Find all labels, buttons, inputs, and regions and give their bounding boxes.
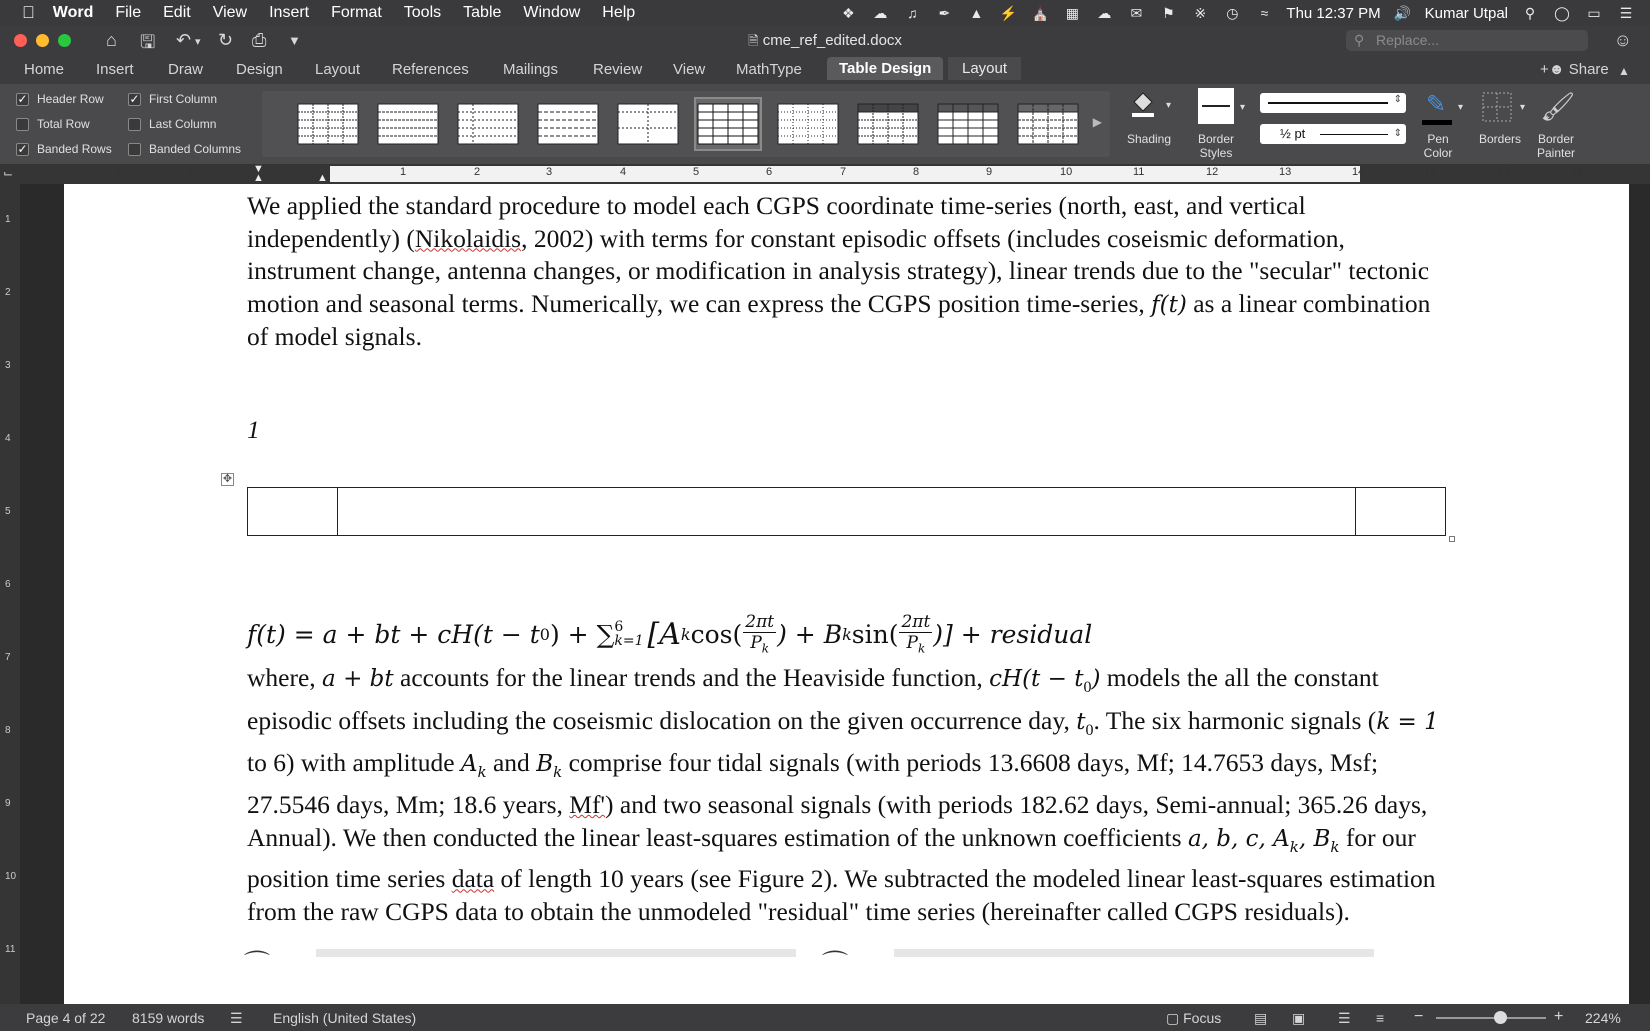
eq-fraction-2 (899, 612, 932, 655)
pen-color-label: Pen Color (1423, 132, 1453, 160)
border-painter-label: Border Painter (1536, 132, 1576, 160)
line-style-dropdown[interactable] (1260, 93, 1406, 113)
para1-text-a: We applied the standard procedure to model each CGPS coordinate time-series (north, east, and vertical independently) ( (247, 191, 1306, 253)
eq-frac-den-sub: k (761, 641, 770, 656)
cloud-upload-icon[interactable]: ☁ (1097, 4, 1112, 21)
ruler-number: 13 (1279, 166, 1292, 178)
bluetooth-icon[interactable]: ※ (1194, 4, 1207, 21)
equation-number-marker: 1 (247, 415, 260, 444)
volume-icon[interactable]: 🔊 (1393, 4, 1412, 21)
math-coefficients: a, b, c, A (1187, 825, 1290, 852)
ruler-number: 5 (693, 166, 700, 178)
math-k-eq-1: k = 1 (1376, 708, 1439, 735)
redo-icon[interactable]: ↻ (218, 30, 234, 50)
smiley-feedback-icon[interactable]: ☺ (1613, 30, 1632, 50)
math-t0: t (1076, 708, 1086, 735)
menubar-clock[interactable]: Thu 12:37 PM (1286, 4, 1381, 22)
eq-fraction-1 (743, 612, 776, 655)
eq-sin: sin( (851, 619, 899, 649)
ribbon-table-design (0, 84, 1650, 164)
ruler-number: 14 (1352, 166, 1365, 178)
eq-sub-k: k (680, 624, 691, 644)
para1-text-c: as a linear combination of model signals. (247, 288, 1431, 352)
eq-frac2-num: 2πt (901, 612, 931, 633)
focus-label: Focus (1183, 1010, 1222, 1026)
zoom-in-button[interactable]: + (1554, 1008, 1564, 1025)
eq-cos: cos( (690, 619, 743, 649)
tab-design[interactable]: Design (236, 61, 283, 78)
eq-sub-k2: k (842, 624, 852, 644)
figure-top-partial (244, 944, 1444, 1004)
undo-dropdown-icon[interactable]: ▾ (195, 36, 201, 48)
table-style-10[interactable] (1016, 99, 1080, 149)
total-row-label: Total Row (37, 117, 90, 131)
page-count[interactable]: Page 4 of 22 (26, 1010, 106, 1026)
p2-i: for our position time series (247, 822, 1416, 894)
ruler-number: 6 (766, 166, 773, 178)
tab-references[interactable]: References (392, 61, 469, 78)
menu-format[interactable]: Format (318, 4, 370, 21)
ruler-number: 9 (986, 166, 993, 178)
ruler-number: 16 (1424, 166, 1437, 178)
p2-c: models the all the constant episodic offsets including the coseismic dislocation on the given occurrence day, (247, 663, 1379, 735)
figure-panel-right (894, 949, 1374, 957)
zoom-slider-thumb[interactable] (1494, 1011, 1507, 1024)
doc-icon: 🗎 (748, 33, 759, 48)
menubar-user[interactable]: Kumar Utpal (1424, 4, 1508, 22)
ruler-number: 10 (1060, 166, 1073, 178)
pen-tool-icon[interactable]: ✒ (938, 4, 951, 21)
ruler-number: 1 (188, 166, 195, 178)
p2-h: ) and two seasonal signals (with periods 182.62 days, Semi-annual; 365.26 days, Annual). We then conducted the linear least-squares estimation of the unknown coefficients (247, 790, 1428, 852)
stepper-icon: ⇕ (1393, 128, 1402, 139)
pen-color-dropdown-icon: ▾ (1458, 102, 1464, 113)
airplay-icon[interactable]: ▭ (1587, 4, 1601, 21)
pen-color-button[interactable] (1412, 90, 1468, 162)
table-cell-1[interactable] (248, 488, 338, 535)
eq-sub-zero: 0 (539, 624, 550, 644)
math-cH: cH(t − t (989, 666, 1084, 692)
ruler-number: 12 (1206, 166, 1219, 178)
vruler-number: 5 (5, 506, 11, 517)
check-icon: ✓ (17, 141, 28, 156)
vruler-number: 10 (5, 871, 17, 882)
math-Bk-sub: k (553, 763, 563, 782)
tab-mathtype[interactable]: MathType (736, 61, 802, 78)
term-mf-prime: Mf' (569, 790, 606, 820)
ruler-number: 17 (1498, 166, 1511, 178)
paintbrush-icon: 🖌 (1540, 91, 1576, 122)
ruler-number: 4 (620, 166, 627, 178)
hanging-indent-marker[interactable]: ▲ (253, 172, 264, 184)
table-style-8[interactable] (856, 99, 920, 149)
math-t0-sub: 0 (1085, 721, 1094, 739)
line-style-sample (1268, 102, 1388, 104)
borders-grid-icon (1480, 90, 1514, 124)
windows-grid-icon[interactable]: ▦ (1065, 4, 1080, 21)
ruler-number: 1 (400, 166, 407, 178)
focus-mode-button[interactable] (1166, 1010, 1221, 1027)
unchecked-box (128, 118, 141, 131)
last-column-label: Last Column (149, 117, 217, 131)
vruler-number: 9 (5, 798, 11, 809)
math-coefficients-b: , B (1298, 825, 1331, 852)
draft-view-icon[interactable]: ≡ (1376, 1010, 1385, 1026)
table-style-1[interactable] (296, 99, 360, 149)
borders-label: Borders (1478, 132, 1522, 146)
table-style-7[interactable] (776, 99, 840, 149)
p2-j: of length 10 years (see Figure 2). We subtracted the modeled linear least-squares estimation from the raw CGPS data to obtain the unmodeled "residual" time series (hereinafter called CGPS residuals). (247, 864, 1436, 926)
time-machine-icon[interactable]: ◷ (1226, 4, 1239, 21)
gallery-more-arrow-icon[interactable]: ▶ (1092, 115, 1102, 129)
menu-view[interactable]: View (199, 4, 235, 21)
math-Ak: A (460, 751, 478, 778)
cloud-drive-icon[interactable]: ☁ (873, 4, 888, 21)
figure-panel-left (316, 949, 796, 957)
eq-frac-den: P (750, 633, 762, 654)
p2-g: comprise four tidal signals (with periods 13.6608 days, Mf; 14.7653 days, Msf; 27.5546 days, Mm; 18.6 years, (247, 748, 1379, 820)
control-center-icon[interactable]: ☰ (1619, 4, 1633, 21)
borders-dropdown-icon: ▾ (1520, 102, 1526, 113)
table-style-3[interactable] (456, 99, 520, 149)
borders-button[interactable] (1472, 90, 1528, 162)
web-layout-view-icon[interactable]: ▣ (1292, 1010, 1306, 1026)
stepper-icon: ⇕ (1393, 94, 1402, 105)
figure-glyph-right: ⌒ (822, 949, 849, 979)
search-placeholder: Replace... (1376, 32, 1440, 48)
left-indent-marker[interactable]: ▼ (253, 163, 264, 175)
zoom-slider[interactable] (1436, 1017, 1546, 1019)
menu-edit[interactable]: Edit (150, 4, 178, 21)
tab-table-layout[interactable]: Layout (948, 57, 1021, 80)
tab-table-design[interactable]: Table Design (827, 57, 943, 80)
zoom-level[interactable]: 224% (1585, 1010, 1621, 1026)
tab-selector-icon[interactable]: ⌙ (3, 166, 14, 180)
menu-window[interactable]: Window (510, 4, 568, 21)
ruler-number: 11 (1133, 166, 1145, 178)
table-resize-handle[interactable] (1449, 536, 1455, 542)
headphones-icon[interactable]: ♫ (907, 5, 918, 21)
menu-tools[interactable]: Tools (391, 4, 429, 21)
word-count[interactable]: 8159 words (132, 1010, 205, 1026)
tab-insert[interactable]: Insert (96, 61, 134, 78)
vruler-number: 2 (5, 287, 11, 298)
first-column-checkbox[interactable] (128, 92, 217, 106)
menu-table[interactable]: Table (450, 4, 489, 21)
menu-file[interactable]: File (102, 4, 129, 21)
print-icon[interactable]: ⎙ (252, 30, 267, 50)
table-style-2[interactable] (376, 99, 440, 149)
p2-b: accounts for the linear trends and the Heaviside function, (393, 663, 990, 692)
word-data: data (451, 864, 495, 894)
vruler-number: 4 (5, 433, 11, 444)
window-titlebar (0, 26, 1650, 56)
math-a-bt: a + bt (322, 666, 394, 692)
language[interactable]: English (United States) (273, 1010, 417, 1026)
customize-toolbar-icon[interactable]: ▼ (288, 33, 301, 48)
last-column-checkbox[interactable] (128, 117, 216, 131)
vruler-number: 3 (5, 360, 11, 371)
apple-icon[interactable] (22, 3, 35, 23)
eq-end: )] + residual (933, 619, 1093, 649)
horizontal-ruler[interactable] (0, 164, 1650, 184)
status-bar (0, 1004, 1650, 1031)
model-equation[interactable] (247, 604, 1092, 664)
ribbon-tabs (0, 56, 1650, 84)
collapse-ribbon-icon[interactable]: ▲ (1618, 64, 1630, 78)
menu-help[interactable]: Help (589, 4, 623, 21)
ruler-number: 7 (840, 166, 847, 178)
eq-bracket-a: [A (647, 616, 681, 652)
border-styles-button[interactable] (1190, 88, 1250, 162)
paint-bucket-icon (1128, 90, 1158, 118)
figure-glyph-left: ⌒ (244, 949, 271, 979)
table-style-6-selected[interactable] (696, 99, 760, 149)
ruler-number: 8 (913, 166, 920, 178)
eq-lhs: f(t) = a + bt + cH(t − t (247, 619, 540, 649)
table-cell-3[interactable] (1356, 488, 1445, 535)
total-row-checkbox[interactable] (16, 117, 90, 131)
eq-sum-sup: 6 (614, 619, 624, 635)
vruler-number: 6 (5, 579, 11, 590)
add-person-icon: +☻ (1540, 61, 1565, 78)
line-weight-dropdown[interactable] (1260, 124, 1406, 144)
bolt-icon[interactable]: ⚡ (999, 4, 1018, 21)
table-style-4[interactable] (536, 99, 600, 149)
menu-insert[interactable]: Insert (256, 4, 297, 21)
eq-frac-num: 2πt (745, 612, 775, 633)
wifi-icon[interactable]: ≈ (1260, 5, 1269, 21)
ruler-number: 2 (474, 166, 481, 178)
check-icon: ✓ (129, 91, 140, 106)
p2-d: . The six harmonic signals ( (1093, 705, 1377, 735)
border-styles-dropdown-icon: ▾ (1240, 102, 1246, 113)
banded-columns-label: Banded Columns (149, 142, 242, 156)
shading-label: Shading (1126, 132, 1172, 146)
p2-f: and (486, 748, 537, 778)
para1-text-b: , 2002) with terms for constant episodic offsets (includes coseismic deformation, instrument change, antenna changes, or modification in analysis strategy), linear trends due to the "secular" tectonic motion and seasonal terms. Numerically, we can express the CGPS position time-series, (247, 223, 1430, 318)
table-style-9[interactable] (936, 99, 1000, 149)
vruler-number: 8 (5, 725, 11, 736)
table-move-handle-icon[interactable]: ✥ (222, 473, 233, 485)
math-coef-sub2: k (1330, 837, 1340, 856)
paragraph-explanation[interactable] (247, 662, 1447, 929)
search-icon: ⚲ (1354, 32, 1365, 48)
eq-frac2-den: P (906, 633, 918, 654)
tab-layout[interactable]: Layout (315, 61, 361, 78)
eq-mid: ) + ∑ (549, 619, 615, 649)
vruler-number: 1 (5, 214, 11, 225)
unchecked-box (16, 118, 29, 131)
tab-mailings[interactable]: Mailings (503, 61, 559, 78)
proofing-icon[interactable]: ☰ (230, 1010, 243, 1026)
line-weight-sample (1320, 134, 1388, 135)
outline-view-icon[interactable]: ☰ (1338, 1010, 1351, 1026)
paragraph-methods[interactable] (247, 190, 1447, 354)
save-icon[interactable]: 🖫 (140, 32, 156, 52)
unchecked-box (128, 143, 141, 156)
notification-icon[interactable]: ✉ (1130, 4, 1143, 21)
document-page[interactable] (64, 184, 1629, 1004)
border-painter-button[interactable] (1528, 90, 1584, 162)
shading-dropdown-icon: ▾ (1166, 100, 1172, 111)
us-flag-icon[interactable]: ⚑ (1162, 4, 1175, 21)
tab-review[interactable]: Review (593, 61, 643, 78)
header-row-label: Header Row (37, 92, 104, 106)
replace-search-input[interactable] (1346, 30, 1588, 51)
undo-icon[interactable]: ↶ (176, 30, 192, 50)
ruler-number: 18 (1571, 166, 1584, 178)
check-icon: ✓ (17, 91, 28, 106)
eq-plus-b: ) + B (777, 619, 843, 649)
ruler-number: 2 (115, 166, 122, 178)
ruler-number: 3 (546, 166, 553, 178)
table-styles-gallery (262, 91, 1110, 157)
p2-a: where, (247, 663, 323, 692)
bank-icon[interactable]: ⛪ (1031, 4, 1050, 21)
math-cH-sub: 0 (1083, 679, 1092, 697)
eq-frac2-den-sub: k (917, 641, 926, 656)
print-layout-view-icon[interactable]: ▤ (1254, 1010, 1268, 1026)
siri-icon[interactable]: ◯ (1554, 4, 1570, 21)
border-styles-swatch (1198, 88, 1234, 124)
shading-button[interactable] (1122, 90, 1172, 160)
table-cell-2[interactable] (338, 488, 1356, 535)
math-f-of-t: f(t) (1151, 291, 1187, 318)
citation-nikolaidis: Nikolaidis (414, 223, 522, 253)
home-icon[interactable]: ⌂ (106, 30, 117, 50)
vruler-number: 11 (5, 944, 16, 955)
math-cH-end: ) (1091, 666, 1101, 692)
tab-stop-marker[interactable]: ▲ (317, 172, 328, 184)
empty-table[interactable] (247, 487, 1446, 536)
tab-view[interactable]: View (673, 61, 706, 78)
math-coef-sub: k (1289, 837, 1299, 856)
math-Bk: B (536, 751, 554, 778)
macos-menubar (0, 0, 1650, 26)
pen-icon: ✎ (1426, 91, 1447, 118)
math-Ak-sub: k (477, 763, 487, 782)
line-weight-value: ½ pt (1280, 126, 1306, 141)
dropbox-icon[interactable]: ❖ (842, 4, 855, 21)
vruler-number: 7 (5, 652, 11, 663)
header-row-checkbox[interactable] (16, 92, 104, 106)
banded-columns-checkbox[interactable] (128, 142, 241, 156)
zoom-out-button[interactable]: − (1414, 1008, 1424, 1025)
document-title: cme_ref_edited.docx (762, 32, 902, 49)
p2-e: to 6) with amplitude (247, 748, 461, 778)
first-column-label: First Column (149, 92, 218, 106)
table-style-5[interactable] (616, 99, 680, 149)
focus-icon: ▢ (1166, 1010, 1180, 1026)
menu-app-word[interactable]: Word (40, 4, 81, 21)
vertical-ruler[interactable] (0, 184, 20, 1004)
eq-sum-sub: k=1 (614, 633, 644, 649)
share-button[interactable] (1540, 61, 1609, 78)
tab-draw[interactable]: Draw (168, 61, 204, 78)
spotlight-search-icon[interactable]: ⚲ (1524, 4, 1536, 21)
pen-color-swatch (1422, 120, 1452, 125)
banded-rows-label: Banded Rows (37, 142, 112, 156)
tab-home[interactable]: Home (24, 61, 65, 78)
banded-rows-checkbox[interactable] (16, 142, 112, 156)
share-label: Share (1568, 61, 1609, 78)
border-styles-label: Border Styles (1197, 132, 1235, 160)
hat-icon[interactable]: ▲ (969, 5, 984, 21)
